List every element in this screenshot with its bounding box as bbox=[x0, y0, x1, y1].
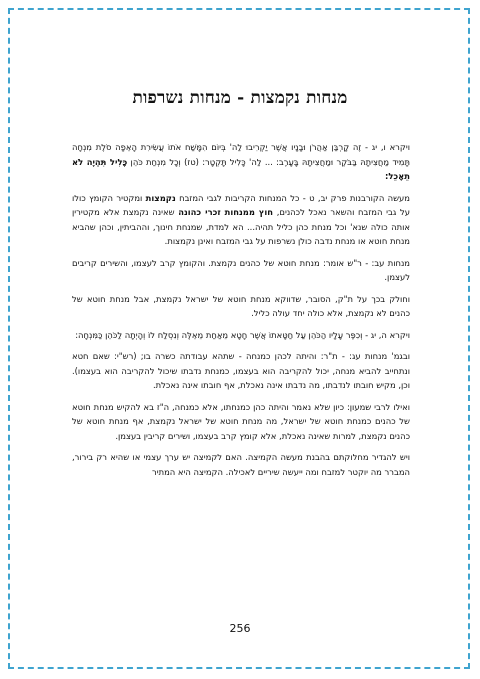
bold-text-run: נקמצות bbox=[145, 192, 176, 203]
body-text bbox=[72, 140, 410, 479]
paragraph bbox=[72, 140, 410, 184]
paragraph bbox=[72, 400, 410, 444]
paragraph bbox=[72, 349, 410, 393]
text-run: מנחות עב: - ר"ש אומר: מנחת חוטא של כהנים נקמצת. והקומץ קרב לעצמו, והשירים קריבים לעצמן. bbox=[72, 257, 410, 282]
text-run: ואילו לרבי שמעון: כיון שלא נאמר והיתה כהן כמנחתו, אלא כמנחה, ה"ז בא להקיש מנחת חוטא של כהנים כמנחת חוטא של ישראל, מה מנחת חוטא של ישראל נקמצת, אף מנחת חוטא של כהנים נקמצת, למרות שאינה נאכלת, אלא קומץ קרב בעצמו, ושירים קריבין בעצמן. bbox=[72, 401, 410, 441]
text-run: מעשה הקורבנות פרק יב, ט - כל המנחות הקריבות לגבי המזבח bbox=[175, 192, 410, 203]
paragraph bbox=[72, 450, 410, 479]
paragraph bbox=[72, 292, 410, 321]
text-run: וחולק בכך על ת"ק, הסובר, שדווקא מנחת חוטא של ישראל נקמצת, אבל מנחת חוטא של כהנים לא נקמצת, אלא כולה יחד עולה כליל. bbox=[72, 293, 410, 318]
text-run: ויקרא ו, יג - זֶה קָרְבַּן אַהֲרֹן וּבָנָיו אֲשֶׁר יַקְרִיבוּ לַה' בְּיוֹם הִמָּשַׁח אֹתוֹ עֲשִׂירִת הָאֵפָה סֹלֶת מִנְחָה תָּמִיד מַחֲצִיתָהּ בַּבֹּקֶר וּמַחֲצִיתָהּ בָּעָרֶב: ... לַה' כָּלִיל תָּקְטָר: (טז) וְכָל מִנְחַת כֹּהֵן bbox=[72, 142, 410, 167]
paragraph bbox=[72, 191, 410, 249]
paragraph bbox=[72, 256, 410, 285]
paragraph bbox=[72, 328, 410, 343]
text-run: שאינה נקמצת אלא מקטירין אותה כולה שנא' וכל מנחת כהן כליל תהיה... הא למדת, שמנחת חינוך, וההביתין, וכהן שהביא מנחת חוטא או מנחת נדבה כולן נשרפות על גבי המזבח ואינן נקמצות. bbox=[72, 207, 410, 246]
bold-text-run: חוץ ממנחות זכרי כהונה bbox=[178, 207, 274, 217]
text-run: ובגמ' מנחות עג: - ת"ר: והיתה לכהן כמנחה - שתהא עבודתה כשרה בו; (רש"י: שאם חטא ונתחייב להביא מנחה, יכול להקריבה הוא בעצמו, כמנחת נדבתו שיכול להקריבה הוא בעצמו). וכן, מקיש חובתו לנדבתו, מה נדבתו אינה נאכלת, אף חובתו אינה נאכלת. bbox=[72, 351, 410, 390]
text-run: ויש להגדיר מחלוקתם בהבנת מעשה הקמיצה. האם לקמיצה יש ערך עצמי או שהיא רק בירור, המברר מה יוקטר למזבח ומה ייעשה שיריים לאכילה. הקמיצה היא המתיר bbox=[72, 452, 410, 477]
text-run: ויקרא ה, יג - וְכִפֶּר עָלָיו הַכֹּהֵן עַל חַטָּאתוֹ אֲשֶׁר חָטָא מֵאַחַת מֵאֵלֶּה וְנִסְלַח לוֹ וְהָיְתָה לַכֹּהֵן כַּמִּנְחָה: bbox=[75, 329, 410, 340]
page-number: 256 bbox=[229, 622, 251, 635]
page-title: מנחות נקמצות - מנחות נשרפות bbox=[132, 88, 348, 108]
text-run: ומקטיר הקומץ כולו על גבי המזבח והשאר נאכל לכהנים, bbox=[72, 192, 410, 217]
bold-text-run: כָּלִיל תִּהְיֶה לֹא תֵאָכֵל: bbox=[72, 156, 410, 181]
